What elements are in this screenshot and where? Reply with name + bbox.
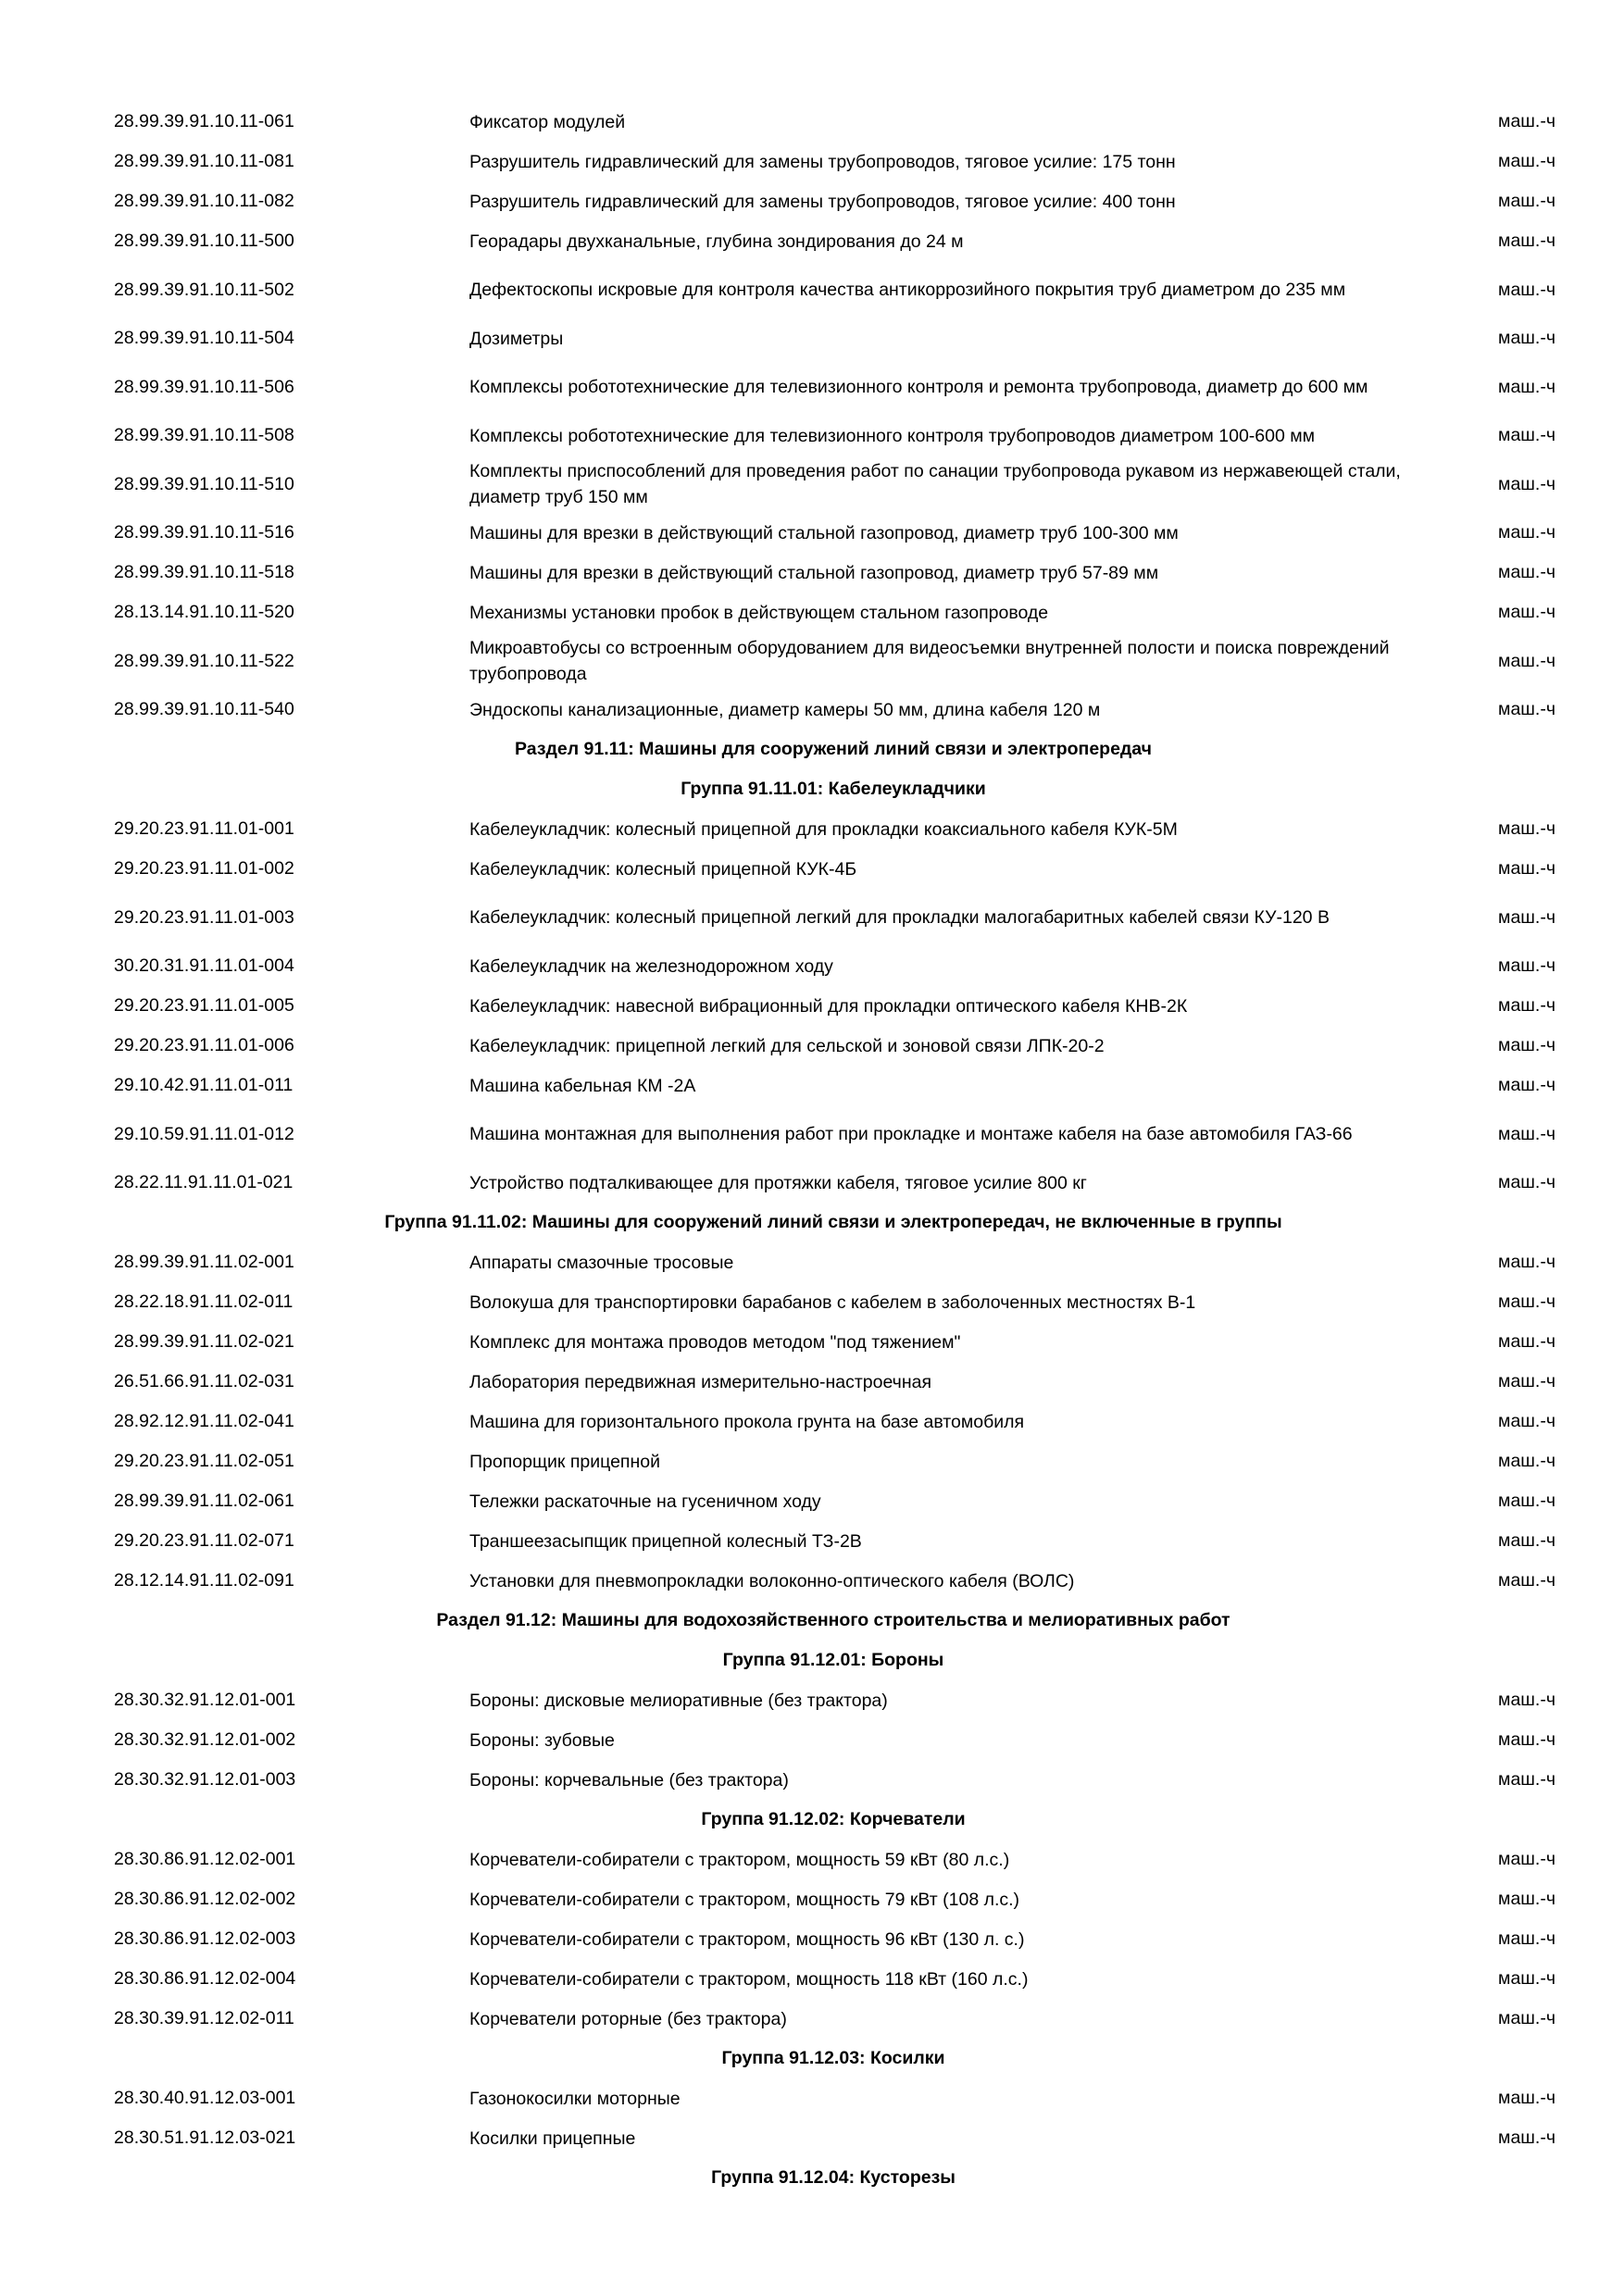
resource-code: 28.30.32.91.12.01-002	[114, 1729, 296, 1750]
table-row	[111, 1959, 1555, 1999]
resource-code: 28.99.39.91.10.11-506	[114, 376, 294, 397]
resource-code: 29.20.23.91.11.01-005	[114, 995, 294, 1016]
resource-name: Механизмы установки пробок в действующем стальном газопроводе	[469, 602, 1049, 623]
unit-of-measure: маш.-ч	[1498, 995, 1555, 1016]
table-row	[111, 261, 1555, 318]
table-row	[111, 221, 1555, 261]
table-row	[111, 1481, 1555, 1521]
resource-code: 28.99.39.91.10.11-518	[114, 562, 294, 582]
resource-name: Кабелеукладчик: прицепной легкий для сельской и зоновой связи ЛПК-20-2	[469, 1035, 1105, 1056]
unit-of-measure: маш.-ч	[1498, 1849, 1555, 1869]
unit-of-measure: маш.-ч	[1498, 151, 1555, 171]
resource-name: Бороны: корчевальные (без трактора)	[469, 1769, 789, 1791]
resource-name: Кабелеукладчик: колесный прицепной легкий для прокладки малогабаритных кабелей связи КУ-120 В	[469, 907, 1330, 928]
table-row	[111, 809, 1555, 849]
unit-of-measure: маш.-ч	[1498, 1123, 1555, 1144]
resource-code: 28.99.39.91.10.11-504	[114, 328, 294, 348]
unit-of-measure: маш.-ч	[1498, 1292, 1555, 1312]
unit-of-measure: маш.-ч	[1498, 818, 1555, 839]
table-row	[111, 1561, 1555, 1601]
table-row	[111, 1720, 1555, 1760]
section-header: Раздел 91.11: Машины для сооружений линий связи и электропередач	[515, 739, 1152, 759]
table-row	[111, 2078, 1555, 2118]
unit-of-measure: маш.-ч	[1498, 1411, 1555, 1431]
unit-of-measure: маш.-ч	[1498, 955, 1555, 976]
table-row	[111, 102, 1555, 142]
resource-name: Машина для горизонтального прокола грунта на базе автомобиля	[469, 1411, 1025, 1432]
table-row	[111, 1999, 1555, 2039]
table-row	[111, 1242, 1555, 1282]
table-row	[111, 632, 1555, 690]
resource-name: Корчеватели-собиратели с трактором, мощность 118 кВт (160 л.с.)	[469, 1968, 1029, 1990]
resource-name: Бороны: дисковые мелиоративные (без трактора)	[469, 1690, 888, 1711]
unit-of-measure: маш.-ч	[1498, 111, 1555, 131]
resource-code: 28.13.14.91.10.11-520	[114, 602, 294, 622]
table-row	[111, 416, 1555, 455]
table-row	[111, 1362, 1555, 1402]
resource-code: 28.12.14.91.11.02-091	[114, 1570, 294, 1591]
table-row	[111, 2118, 1555, 2158]
resource-code: 28.30.32.91.12.01-001	[114, 1690, 296, 1710]
resource-code: 28.22.18.91.11.02-011	[114, 1292, 294, 1312]
section-header: Группа 91.11.01: Кабелеукладчики	[681, 779, 986, 799]
resource-code: 28.30.39.91.12.02-011	[114, 2008, 294, 2028]
table-row	[111, 889, 1555, 946]
table-row	[111, 358, 1555, 416]
unit-of-measure: маш.-ч	[1498, 602, 1555, 622]
resource-name: Корчеватели-собиратели с трактором, мощность 79 кВт (108 л.с.)	[469, 1889, 1020, 1910]
resource-code: 28.99.39.91.10.11-510	[114, 473, 294, 494]
table-row	[111, 593, 1555, 632]
table-row	[111, 318, 1555, 358]
resource-code: 28.99.39.91.11.02-021	[114, 1331, 294, 1352]
unit-of-measure: маш.-ч	[1498, 279, 1555, 300]
resource-code: 28.99.39.91.10.11-082	[114, 191, 294, 211]
resource-code: 28.22.11.91.11.01-021	[114, 1172, 294, 1192]
resource-name: Разрушитель гидравлический для замены трубопроводов, тяговое усилие: 175 тонн	[469, 151, 1176, 172]
unit-of-measure: маш.-ч	[1498, 473, 1555, 494]
section-header: Группа 91.12.01: Бороны	[722, 1650, 944, 1670]
unit-of-measure: маш.-ч	[1498, 1451, 1555, 1471]
unit-of-measure: маш.-ч	[1498, 2008, 1555, 2028]
resource-code: 28.30.40.91.12.03-001	[114, 2088, 296, 2108]
table-row	[111, 1840, 1555, 1879]
section-header: Группа 91.12.03: Косилки	[721, 2048, 945, 2068]
resource-name: Машины для врезки в действующий стальной газопровод, диаметр труб 100-300 мм	[469, 522, 1179, 543]
resource-name: Лаборатория передвижная измерительно-настроечная	[469, 1371, 932, 1392]
resource-name: Комплексы робототехнические для телевизионного контроля и ремонта трубопровода, диаметр до 600 мм	[469, 377, 1368, 397]
resource-name: Комплексы робототехнические для телевизионного контроля трубопроводов диаметром 100-600 мм	[469, 425, 1316, 446]
table-row	[111, 181, 1555, 221]
unit-of-measure: маш.-ч	[1498, 562, 1555, 582]
table-row	[111, 513, 1555, 553]
table-row	[111, 986, 1555, 1026]
resource-name: Комплекс для монтажа проводов методом "под тяжением"	[469, 1331, 961, 1353]
unit-of-measure: маш.-ч	[1498, 328, 1555, 348]
resource-name: Косилки прицепные	[469, 2128, 636, 2149]
unit-of-measure: маш.-ч	[1498, 1570, 1555, 1591]
resource-name: Корчеватели роторные (без трактора)	[469, 2008, 787, 2029]
resource-code: 29.20.23.91.11.01-002	[114, 858, 294, 879]
unit-of-measure: маш.-ч	[1498, 1729, 1555, 1750]
resource-name: Траншеезасыпщик прицепной колесный ТЗ-2В	[469, 1530, 862, 1552]
table-row	[111, 1879, 1555, 1919]
resource-code: 28.99.39.91.10.11-081	[114, 151, 294, 171]
resource-name: Микроавтобусы со встроенным оборудованием для видеосъемки внутренней полости и поиска повреждений трубопровода	[469, 638, 1390, 684]
resource-code: 28.99.39.91.10.11-500	[114, 231, 294, 251]
resource-name: Машины для врезки в действующий стальной газопровод, диаметр труб 57-89 мм	[469, 562, 1159, 583]
resource-code: 28.99.39.91.10.11-508	[114, 425, 294, 445]
unit-of-measure: маш.-ч	[1498, 1889, 1555, 1909]
resource-code: 28.30.86.91.12.02-001	[114, 1849, 296, 1869]
resource-name: Дефектоскопы искровые для контроля качества антикоррозийного покрытия труб диаметром до 235 мм	[469, 280, 1346, 300]
resource-name: Георадары двухканальные, глубина зондирования до 24 м	[469, 231, 964, 252]
resource-name: Газонокосилки моторные	[469, 2088, 681, 2109]
unit-of-measure: маш.-ч	[1498, 906, 1555, 928]
table-row	[111, 142, 1555, 181]
resource-name: Аппараты смазочные тросовые	[469, 1252, 734, 1273]
unit-of-measure: маш.-ч	[1498, 191, 1555, 211]
resource-code: 28.99.39.91.10.11-516	[114, 522, 294, 543]
resource-name: Тележки раскаточные на гусеничном ходу	[469, 1491, 821, 1512]
unit-of-measure: маш.-ч	[1498, 2128, 1555, 2148]
resource-code: 29.20.23.91.11.02-051	[114, 1451, 294, 1471]
resource-name: Кабелеукладчик: навесной вибрационный для прокладки оптического кабеля КНВ-2К	[469, 995, 1188, 1017]
unit-of-measure: маш.-ч	[1498, 425, 1555, 445]
resource-code: 28.99.39.91.10.11-540	[114, 699, 294, 719]
resource-code: 28.30.51.91.12.03-021	[114, 2128, 296, 2148]
section-header: Группа 91.11.02: Машины для сооружений линий связи и электропередач, не включенные в группы	[384, 1212, 1282, 1232]
table-row	[111, 1163, 1555, 1203]
resource-name: Кабелеукладчик: колесный прицепной для прокладки коаксиального кабеля КУК-5М	[469, 818, 1178, 840]
resource-name: Волокуша для транспортировки барабанов с кабелем в заболоченных местностях В-1	[469, 1292, 1196, 1313]
resource-code: 28.30.86.91.12.02-002	[114, 1889, 296, 1909]
resource-name: Комплекты приспособлений для проведения работ по санации трубопровода рукавом из нержавеющей стали, диаметр труб 150 мм	[469, 461, 1401, 507]
unit-of-measure: маш.-ч	[1498, 1928, 1555, 1949]
unit-of-measure: маш.-ч	[1498, 650, 1555, 671]
resource-code: 29.20.23.91.11.01-001	[114, 818, 294, 839]
equipment-table	[111, 102, 1555, 2198]
table-row	[111, 455, 1555, 513]
table-row	[111, 946, 1555, 986]
resource-code: 28.99.39.91.11.02-001	[114, 1252, 294, 1272]
resource-code: 28.30.86.91.12.02-004	[114, 1968, 296, 1989]
section-header: Группа 91.12.04: Кусторезы	[711, 2167, 956, 2188]
resource-code: 28.99.39.91.10.11-502	[114, 279, 294, 300]
resource-code: 29.10.42.91.11.01-011	[114, 1075, 294, 1095]
resource-name: Кабелеукладчик: колесный прицепной КУК-4Б	[469, 858, 857, 880]
table-row	[111, 1026, 1555, 1066]
unit-of-measure: маш.-ч	[1498, 376, 1555, 397]
resource-code: 28.30.86.91.12.02-003	[114, 1928, 296, 1949]
unit-of-measure: маш.-ч	[1498, 1035, 1555, 1055]
resource-code: 29.10.59.91.11.01-012	[114, 1123, 294, 1144]
resource-name: Дозиметры	[469, 328, 564, 349]
resource-name: Корчеватели-собиратели с трактором, мощность 96 кВт (130 л. с.)	[469, 1928, 1025, 1950]
resource-code: 26.51.66.91.11.02-031	[114, 1371, 294, 1391]
resource-code: 30.20.31.91.11.01-004	[114, 955, 294, 976]
resource-code: 29.20.23.91.11.01-003	[114, 906, 294, 928]
unit-of-measure: маш.-ч	[1498, 1172, 1555, 1192]
unit-of-measure: маш.-ч	[1498, 1371, 1555, 1391]
resource-name: Машина монтажная для выполнения работ при прокладке и монтаже кабеля на базе автомобиля ГАЗ-66	[469, 1124, 1353, 1144]
table-row	[111, 1322, 1555, 1362]
resource-name: Пропорщик прицепной	[469, 1451, 660, 1472]
resource-code: 28.99.39.91.11.02-061	[114, 1491, 294, 1511]
unit-of-measure: маш.-ч	[1498, 1769, 1555, 1790]
resource-code: 28.30.32.91.12.01-003	[114, 1769, 296, 1790]
resource-name: Фиксатор модулей	[469, 111, 626, 132]
resource-code: 29.20.23.91.11.02-071	[114, 1530, 294, 1551]
unit-of-measure: маш.-ч	[1498, 858, 1555, 879]
unit-of-measure: маш.-ч	[1498, 1530, 1555, 1551]
unit-of-measure: маш.-ч	[1498, 1252, 1555, 1272]
resource-code: 29.20.23.91.11.01-006	[114, 1035, 294, 1055]
resource-name: Машина кабельная КМ -2А	[469, 1075, 696, 1096]
table-row	[111, 849, 1555, 889]
table-row	[111, 1521, 1555, 1561]
table-row	[111, 1919, 1555, 1959]
unit-of-measure: маш.-ч	[1498, 1075, 1555, 1095]
table-row	[111, 1402, 1555, 1441]
unit-of-measure: маш.-ч	[1498, 1690, 1555, 1710]
unit-of-measure: маш.-ч	[1498, 231, 1555, 251]
resource-name: Устройство подталкивающее для протяжки кабеля, тяговое усилие 800 кг	[469, 1172, 1087, 1193]
unit-of-measure: маш.-ч	[1498, 1968, 1555, 1989]
resource-name: Корчеватели-собиратели с трактором, мощность 59 кВт (80 л.с.)	[469, 1849, 1010, 1870]
resource-code: 28.99.39.91.10.11-522	[114, 650, 294, 671]
table-row	[111, 553, 1555, 593]
resource-name: Кабелеукладчик на железнодорожном ходу	[469, 955, 833, 977]
unit-of-measure: маш.-ч	[1498, 699, 1555, 719]
resource-code: 28.99.39.91.10.11-061	[114, 111, 294, 131]
section-header: Группа 91.12.02: Корчеватели	[701, 1809, 966, 1829]
resource-name: Разрушитель гидравлический для замены трубопроводов, тяговое усилие: 400 тонн	[469, 191, 1176, 212]
resource-code: 28.92.12.91.11.02-041	[114, 1411, 294, 1431]
table-row	[111, 1680, 1555, 1720]
resource-name: Установки для пневмопрокладки волоконно-оптического кабеля (ВОЛС)	[469, 1570, 1075, 1591]
table-row	[111, 1282, 1555, 1322]
resource-name: Эндоскопы канализационные, диаметр камеры 50 мм, длина кабеля 120 м	[469, 699, 1101, 720]
unit-of-measure: маш.-ч	[1498, 1331, 1555, 1352]
table-row	[111, 1105, 1555, 1163]
resource-name: Бороны: зубовые	[469, 1729, 615, 1751]
unit-of-measure: маш.-ч	[1498, 522, 1555, 543]
table-row	[111, 1066, 1555, 1105]
table-row	[111, 690, 1555, 730]
table-row	[111, 1441, 1555, 1481]
unit-of-measure: маш.-ч	[1498, 2088, 1555, 2108]
table-row	[111, 1760, 1555, 1800]
unit-of-measure: маш.-ч	[1498, 1491, 1555, 1511]
section-header: Раздел 91.12: Машины для водохозяйственного строительства и мелиоративных работ	[436, 1610, 1230, 1630]
